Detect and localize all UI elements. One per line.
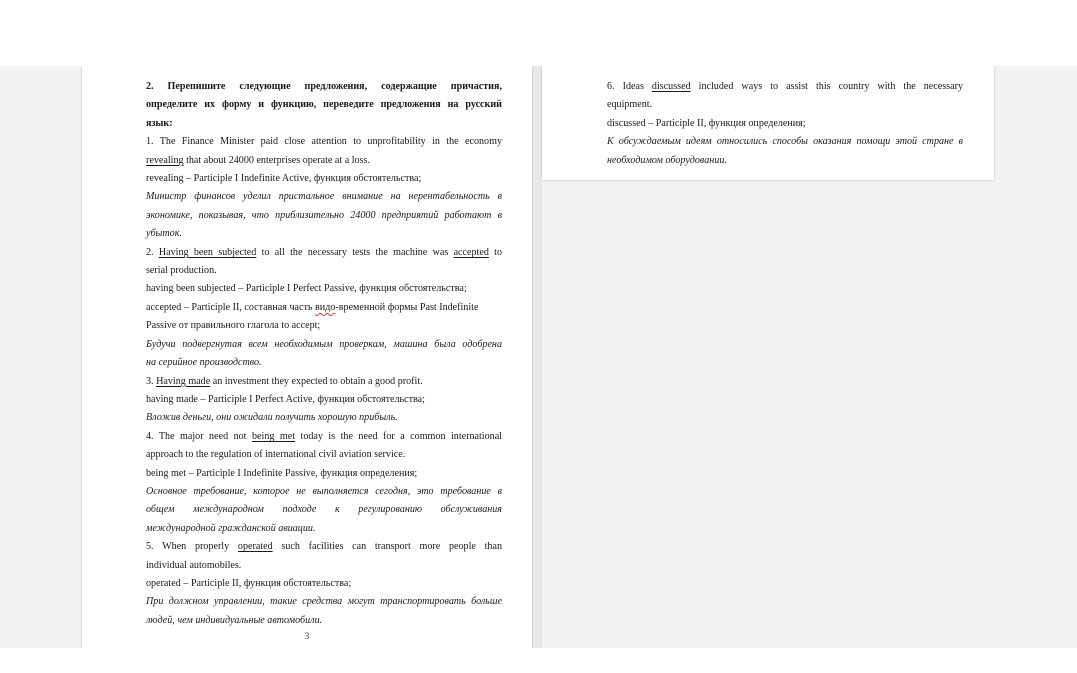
sentence-2-line-2: serial production. xyxy=(146,265,217,277)
sentence-1-translation-line-1: Министр финансов уделил пристальное внимание на нерентабельность в xyxy=(146,191,502,203)
participle-having-made: Having made xyxy=(156,375,211,387)
participle-being-met: being met xyxy=(251,430,296,442)
sentence-1-line-2: revealing that about 24000 enterprises operate at a loss. xyxy=(146,154,370,166)
sentence-2-translation-line-2: на серийное производство. xyxy=(146,357,262,369)
sentence-2-translation-line-1: Будучи подвергнутая всем необходимым проверкам, машина была одобрена xyxy=(146,338,502,350)
sentence-5-analysis: operated – Participle II, функция обстоятельства; xyxy=(146,577,352,589)
sentence-6-line-1: 6. Ideas discussed included ways to assist this country with the necessary xyxy=(607,81,963,92)
participle-revealing: revealing xyxy=(146,154,184,166)
sentence-4-line-1: 4. The major need not being met today is the need for a common international xyxy=(146,430,502,442)
participle-accepted: accepted xyxy=(453,246,489,258)
spellcheck-word[interactable]: видо xyxy=(315,301,336,313)
sentence-6-translation-line-1: К обсуждаемым идеям относились способы оказания помощи этой стране в xyxy=(607,136,963,148)
page-gap xyxy=(532,66,542,648)
sentence-2-line-1: 2. Having been subjected to all the necessary tests the machine was accepted to xyxy=(146,246,503,258)
sentence-1-analysis: revealing – Participle I Indefinite Active, функция обстоятельства; xyxy=(146,173,422,185)
sentence-3-line-1: 3. Having made an investment they expected to obtain a good profit. xyxy=(146,375,423,387)
page-text xyxy=(607,78,963,170)
sentence-5-translation-line-2: людей, чем индивидуальные автомобили. xyxy=(146,614,323,626)
sentence-2-analysis-2: accepted – Participle II, составная часть видо-временной формы Past Indefinite xyxy=(146,301,479,313)
sentence-6-line-2: equipment. xyxy=(607,99,653,111)
sentence-4-line-2: approach to the regulation of international civil aviation service. xyxy=(146,449,406,461)
document-viewport[interactable] xyxy=(0,66,1077,648)
sentence-1-line-1: 1. The Finance Minister paid close attention to unprofitability in the economy xyxy=(146,136,502,148)
participle-discussed: discussed xyxy=(651,81,691,92)
sentence-2-analysis-3: Passive от правильного глагола to accept; xyxy=(146,320,321,332)
sentence-3-analysis: having made – Participle I Perfect Active, функция обстоятельства; xyxy=(146,393,425,405)
exercise-heading-line-1: 2. Перепишите следующие предложения, содержащие причастия, xyxy=(146,81,502,92)
sentence-5-line-2: individual automobiles. xyxy=(146,559,242,571)
participle-having-been-subjected: Having been subjected xyxy=(158,246,257,258)
document-page-3 xyxy=(82,66,532,648)
sentence-3-translation: Вложив деньги, они ожидали получить хорошую прибыль. xyxy=(146,412,398,424)
exercise-heading-line-2: определите их форму и функцию, переведите предложения на русский xyxy=(146,99,502,111)
sentence-2-analysis-1: having been subjected – Participle I Perfect Passive, функция обстоятельства; xyxy=(146,283,467,295)
sentence-6-translation-line-2: необходимом оборудовании. xyxy=(607,154,727,166)
sentence-1-translation-line-2: экономике, показывая, что приблизительно 24000 предприятий работают в xyxy=(146,209,502,221)
sentence-4-translation-line-2: общем международном подходе к регулированию обслуживания xyxy=(146,504,502,516)
participle-operated: operated xyxy=(237,541,273,553)
sentence-5-line-1: 5. When properly operated such facilities can transport more people than xyxy=(146,541,502,553)
sentence-4-analysis: being met – Participle I Indefinite Passive, функция определения; xyxy=(146,467,418,479)
exercise-heading-line-3: язык: xyxy=(146,117,173,129)
sentence-4-translation-line-3: международной гражданской авиации. xyxy=(146,522,316,534)
sentence-1-translation-line-3: убыток. xyxy=(146,228,182,240)
sentence-5-translation-line-1: При должном управлении, такие средства могут транспортировать больше xyxy=(146,596,502,608)
sentence-6-analysis: discussed – Participle II, функция определения; xyxy=(607,117,806,129)
document-page-4 xyxy=(542,66,994,180)
sentence-4-translation-line-1: Основное требование, которое не выполняется сегодня, это требование в xyxy=(146,485,502,497)
page-number: 3 xyxy=(304,631,310,641)
page-text xyxy=(146,78,502,630)
